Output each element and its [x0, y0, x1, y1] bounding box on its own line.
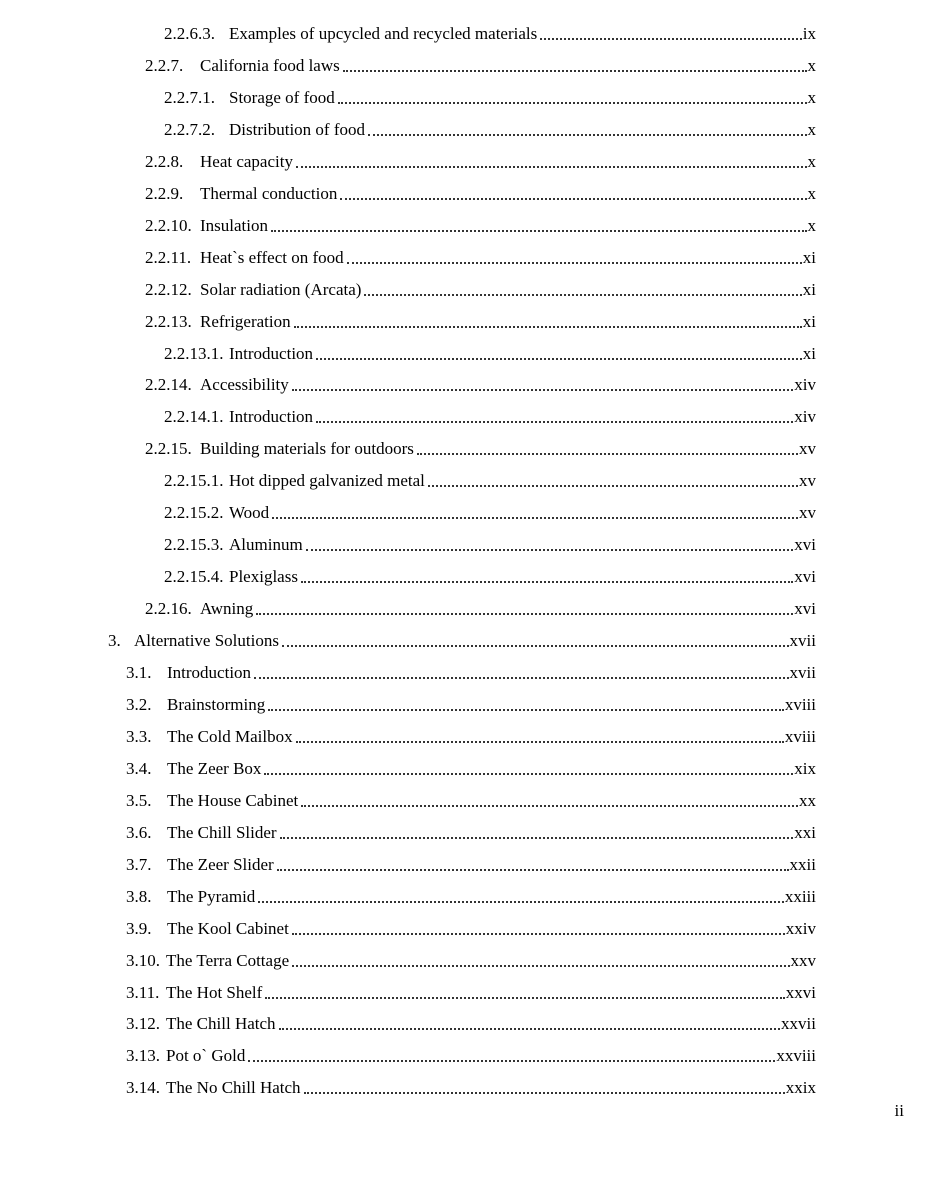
- toc-entry-page: xxi: [794, 823, 816, 842]
- page-number: ii: [894, 1101, 904, 1120]
- toc-entry-page: xxvii: [781, 1014, 816, 1033]
- toc-entry-title: Awning: [200, 599, 254, 618]
- dot-leader: [254, 677, 789, 679]
- toc-entry-number: 2.2.15.2.: [164, 503, 224, 522]
- toc-entry-number: 2.2.7.: [145, 56, 184, 75]
- dot-leader: [277, 869, 789, 871]
- toc-entry-page: x: [807, 88, 816, 107]
- toc-entry-number: 2.2.15.1.: [164, 471, 224, 490]
- toc-entry-page: xv: [799, 471, 816, 490]
- toc-entry[interactable]: [126, 851, 816, 875]
- dot-leader: [265, 997, 784, 999]
- toc-entry-title: The Chill Slider: [167, 823, 277, 842]
- toc-entry-page: xxv: [790, 951, 816, 970]
- toc-entry-number: 3.10.: [126, 951, 160, 970]
- toc-entry-page: ix: [802, 24, 816, 43]
- dot-leader: [258, 901, 784, 903]
- toc-entry[interactable]: [126, 979, 816, 1003]
- toc-entry-number: 2.2.14.: [145, 375, 192, 394]
- dot-leader: [268, 709, 784, 711]
- toc-entry-number: 2.2.15.4.: [164, 567, 224, 586]
- toc-entry-title: Introduction: [229, 344, 314, 363]
- dot-leader: [428, 485, 798, 487]
- toc-entry[interactable]: [126, 819, 816, 843]
- toc-entry-page: xvii: [789, 663, 816, 682]
- toc-entry-title: The Terra Cottage: [166, 951, 290, 970]
- dot-leader: [301, 581, 793, 583]
- toc-entry[interactable]: [145, 148, 816, 172]
- toc-entry-number: 2.2.16.: [145, 599, 192, 618]
- toc-entry[interactable]: [126, 947, 816, 971]
- toc-entry-title: Distribution of food: [229, 120, 365, 139]
- toc-entry-title: The Kool Cabinet: [167, 919, 289, 938]
- toc-entry-title: The Cold Mailbox: [167, 727, 293, 746]
- dot-leader: [304, 1092, 785, 1094]
- toc-entry-number: 2.2.6.3.: [164, 24, 215, 43]
- toc-entry[interactable]: [145, 180, 816, 204]
- toc-entry-title: Introduction: [167, 663, 252, 682]
- toc-entry-number: 2.2.12.: [145, 280, 192, 299]
- dot-leader: [417, 453, 798, 455]
- toc-entry-number: 2.2.10.: [145, 216, 192, 235]
- toc-entry-page: xvii: [789, 631, 816, 650]
- dot-leader: [296, 741, 784, 743]
- toc-entry-number: 3.8.: [126, 887, 152, 906]
- toc-entry-page: xvi: [794, 567, 816, 586]
- toc-entry-page: xi: [802, 280, 816, 299]
- toc-entry[interactable]: [145, 52, 816, 76]
- toc-entry-number: 3.14.: [126, 1078, 160, 1097]
- toc-entry-title: The Zeer Box: [167, 759, 262, 778]
- toc-entry-page: xix: [794, 759, 816, 778]
- toc-entry[interactable]: [145, 435, 816, 459]
- toc-entry[interactable]: [126, 787, 816, 811]
- toc-entry-title: Introduction: [229, 407, 314, 426]
- toc-entry[interactable]: [164, 531, 816, 555]
- toc-entry-number: 3.3.: [126, 727, 152, 746]
- toc-entry-page: xxvi: [785, 983, 816, 1002]
- dot-leader: [256, 613, 793, 615]
- toc-entry-title: Accessibility: [200, 375, 289, 394]
- toc-entry-page: xvi: [794, 599, 816, 618]
- toc-entry[interactable]: [164, 499, 816, 523]
- toc-entry-number: 2.2.7.1.: [164, 88, 215, 107]
- toc-entry[interactable]: [164, 563, 816, 587]
- toc-entry[interactable]: [126, 1010, 816, 1034]
- toc-entry-page: x: [807, 56, 816, 75]
- toc-entry-title: Thermal conduction: [200, 184, 338, 203]
- dot-leader: [368, 134, 807, 136]
- toc-entry[interactable]: [145, 244, 816, 268]
- toc-entry-number: 3.9.: [126, 919, 152, 938]
- toc-entry[interactable]: [126, 915, 816, 939]
- dot-leader: [343, 70, 807, 72]
- toc-entry-page: xiv: [794, 407, 816, 426]
- toc-entry-title: Refrigeration: [200, 312, 291, 331]
- toc-entry-page: xxix: [785, 1078, 816, 1097]
- toc-entry-title: The Zeer Slider: [167, 855, 274, 874]
- toc-entry-title: Aluminum: [229, 535, 303, 554]
- toc-entry-number: 2.2.15.3.: [164, 535, 224, 554]
- toc-entry-number: 3.1.: [126, 663, 152, 682]
- toc-entry-number: 2.2.14.1.: [164, 407, 224, 426]
- toc-entry-title: The House Cabinet: [167, 791, 299, 810]
- toc-entry-title: Building materials for outdoors: [200, 439, 414, 458]
- toc-entry-number: 2.2.13.1.: [164, 344, 224, 363]
- toc-entry[interactable]: [145, 308, 816, 332]
- toc-entry[interactable]: [145, 276, 816, 300]
- toc-entry[interactable]: [164, 116, 816, 140]
- toc-entry-title: Solar radiation (Arcata): [200, 280, 362, 299]
- dot-leader: [272, 517, 798, 519]
- dot-leader: [282, 645, 789, 647]
- toc-entry-page: xxiv: [785, 919, 816, 938]
- dot-leader: [292, 965, 789, 967]
- toc-entry[interactable]: [164, 467, 816, 491]
- toc-entry-number: 2.2.7.2.: [164, 120, 215, 139]
- toc-entry-page: x: [807, 152, 816, 171]
- toc-entry[interactable]: [126, 691, 816, 715]
- toc-entry-title: Heat`s effect on food: [200, 248, 344, 267]
- toc-entry-number: 2.2.8.: [145, 152, 184, 171]
- dot-leader: [294, 326, 802, 328]
- toc-entry-page: xv: [799, 439, 816, 458]
- dot-leader: [279, 1028, 781, 1030]
- toc-entry[interactable]: [145, 595, 816, 619]
- toc-entry-number: 3.6.: [126, 823, 152, 842]
- toc-entry-title: The Chill Hatch: [166, 1014, 276, 1033]
- dot-leader: [292, 389, 794, 391]
- toc-entry[interactable]: [126, 723, 816, 747]
- toc-entry-title: Pot o` Gold: [166, 1046, 246, 1065]
- toc-entry[interactable]: [126, 659, 816, 683]
- toc-entry-page: x: [807, 216, 816, 235]
- toc-entry-title: Alternative Solutions: [134, 631, 279, 650]
- toc-entry-title: Storage of food: [229, 88, 335, 107]
- toc-entry-title: Wood: [229, 503, 270, 522]
- dot-leader: [306, 549, 794, 551]
- toc-entry[interactable]: [164, 84, 816, 108]
- toc-entry-number: 3.11.: [126, 983, 160, 1002]
- toc-entry-page: x: [807, 184, 816, 203]
- dot-leader: [296, 166, 807, 168]
- toc-entry[interactable]: [126, 883, 816, 907]
- toc-entry[interactable]: [145, 212, 816, 236]
- toc-entry-title: Hot dipped galvanized metal: [229, 471, 425, 490]
- dot-leader: [316, 421, 793, 423]
- toc-entry-title: Brainstorming: [167, 695, 266, 714]
- dot-leader: [292, 933, 785, 935]
- toc-entry-page: xxii: [789, 855, 816, 874]
- toc-entry-title: Insulation: [200, 216, 268, 235]
- dot-leader: [271, 230, 807, 232]
- dot-leader: [264, 773, 793, 775]
- toc-entry-title: The No Chill Hatch: [166, 1078, 301, 1097]
- dot-leader: [347, 262, 802, 264]
- toc-entry-title: Plexiglass: [229, 567, 298, 586]
- toc-entry-number: 2.2.9.: [145, 184, 184, 203]
- toc-entry[interactable]: [164, 340, 816, 364]
- toc-entry-title: California food laws: [200, 56, 340, 75]
- toc-entry-number: 3.12.: [126, 1014, 160, 1033]
- toc-entry-number: 2.2.11.: [145, 248, 192, 267]
- toc-entry-page: xvi: [794, 535, 816, 554]
- dot-leader: [364, 294, 801, 296]
- toc-entry-number: 2.2.15.: [145, 439, 192, 458]
- toc-entry[interactable]: [164, 20, 816, 44]
- toc-entry[interactable]: [108, 627, 816, 651]
- toc-entry-page: xv: [799, 503, 816, 522]
- toc-entry[interactable]: [126, 1042, 816, 1066]
- toc-entry-number: 3.: [108, 631, 121, 650]
- toc-entry-number: 3.13.: [126, 1046, 160, 1065]
- toc-entry-page: x: [807, 120, 816, 139]
- toc-entry-title: The Pyramid: [167, 887, 256, 906]
- dot-leader: [248, 1060, 775, 1062]
- toc-entry-number: 3.5.: [126, 791, 152, 810]
- toc-entry-page: xviii: [784, 727, 816, 746]
- toc-entry[interactable]: [164, 403, 816, 427]
- toc-entry-page: xi: [802, 344, 816, 363]
- toc-entry[interactable]: [126, 755, 816, 779]
- toc-entry-page: xxviii: [776, 1046, 816, 1065]
- toc-entry-page: xi: [802, 248, 816, 267]
- dot-leader: [338, 102, 807, 104]
- toc-entry-number: 3.2.: [126, 695, 152, 714]
- toc-entry-number: 3.4.: [126, 759, 152, 778]
- toc-entry[interactable]: [145, 371, 816, 395]
- toc-entry-page: xviii: [784, 695, 816, 714]
- toc-entry-title: Heat capacity: [200, 152, 293, 171]
- toc-entry-page: xiv: [794, 375, 816, 394]
- toc-entry-page: xxiii: [784, 887, 816, 906]
- toc-entry-title: The Hot Shelf: [166, 983, 263, 1002]
- dot-leader: [316, 358, 802, 360]
- toc-entry-page: xx: [799, 791, 816, 810]
- toc-entry-title: Examples of upcycled and recycled materials: [229, 24, 538, 43]
- toc-entry-number: 2.2.13.: [145, 312, 192, 331]
- toc-entry[interactable]: [126, 1074, 816, 1098]
- dot-leader: [540, 38, 802, 40]
- dot-leader: [340, 198, 806, 200]
- toc-entry-page: xi: [802, 312, 816, 331]
- dot-leader: [301, 805, 798, 807]
- dot-leader: [280, 837, 794, 839]
- toc-entry-number: 3.7.: [126, 855, 152, 874]
